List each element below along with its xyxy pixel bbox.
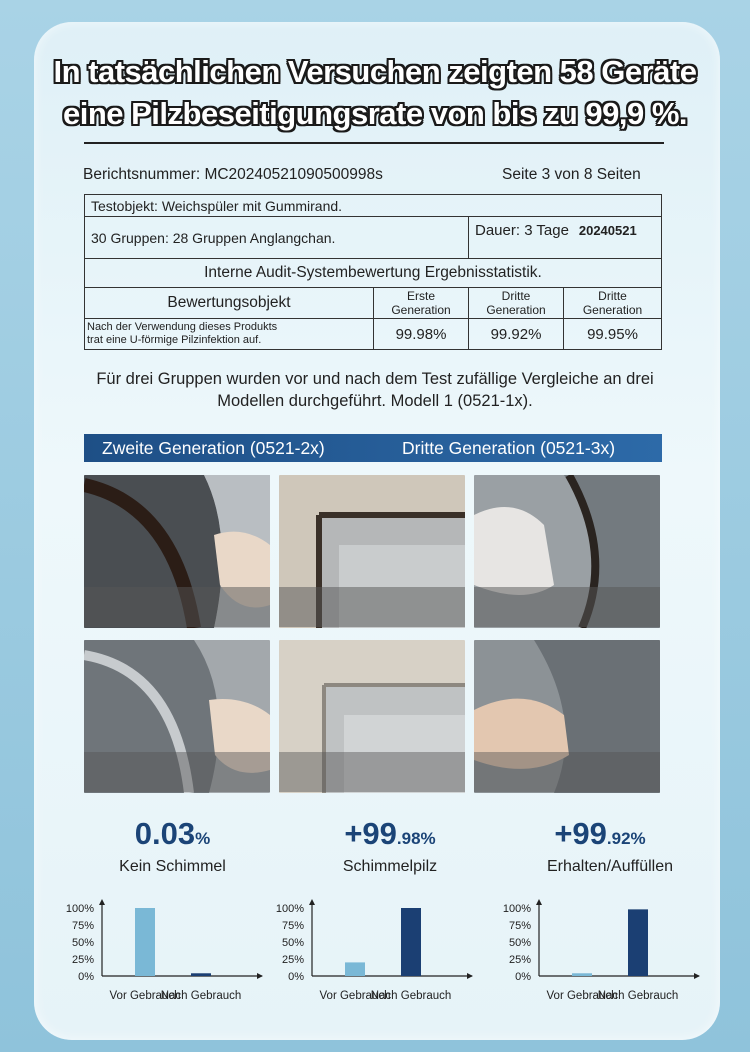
col-header-gen1-line2: Generation (391, 303, 451, 317)
stat-3-value (520, 816, 680, 852)
value-gen2: 99.92% (469, 319, 564, 350)
duration-label: Dauer: 3 Tage (475, 222, 569, 239)
x-category-label: Nach Gebrauch (597, 990, 679, 1002)
y-axis-arrow (99, 899, 105, 905)
y-tick-label: 25% (281, 954, 304, 966)
stat-1-value (100, 816, 245, 852)
chart-erhalten (499, 894, 709, 1006)
generation-right-label: Dritte Generation (0521-3x) (402, 438, 616, 458)
photo-after-drum-2 (474, 640, 660, 793)
report-number: Berichtsnummer: MC20240521090500998s (83, 166, 383, 183)
test-note-line1: Für drei Gruppen wurden vor und nach dem Test zufällige Vergleiche an drei (96, 370, 654, 388)
x-axis-arrow (467, 973, 473, 979)
col-header-object: Bewertungsobjekt (85, 288, 374, 319)
photo-before-drum-1 (474, 475, 660, 628)
photo-before-drawer-1 (279, 475, 465, 628)
headline-divider (84, 142, 664, 144)
y-axis-arrow (536, 899, 542, 905)
stat-1-suffix: % (195, 829, 211, 848)
groups-cell: 30 Gruppen: 28 Gruppen Anglangchan. (85, 217, 469, 259)
col-header-gen2 (469, 288, 564, 319)
stat-3-number: +99 (554, 816, 607, 851)
bar-after (191, 973, 211, 976)
y-tick-label: 100% (275, 903, 304, 915)
x-category-label: Vor Gebrauch (546, 990, 618, 1002)
stat-2-value (310, 816, 470, 852)
y-axis-arrow (309, 899, 315, 905)
row-description-line1: Nach der Verwendung dieses Produkts (87, 321, 278, 333)
stat-1-label: Kein Schimmel (119, 858, 226, 875)
chart-schimmelpilz (272, 894, 482, 1006)
audit-title-cell: Interne Audit-Systembewertung Ergebnisstatistik. (85, 259, 662, 288)
y-tick-label: 50% (281, 937, 304, 949)
col-header-gen3-line2: Generation (582, 303, 643, 317)
photo-after-drawer-2 (279, 640, 465, 793)
col-header-gen3 (564, 288, 662, 319)
y-tick-label: 25% (71, 954, 94, 966)
col-header-gen1 (374, 288, 469, 319)
col-header-gen1-line1: Erste (406, 289, 435, 303)
chart-kein-schimmel (62, 894, 272, 1006)
bar-before (345, 962, 365, 976)
y-tick-label: 75% (71, 920, 94, 932)
stat-3-suffix: .92% (606, 829, 646, 848)
value-gen3: 99.95% (564, 319, 662, 350)
bar-before (135, 908, 155, 976)
y-tick-label: 75% (508, 920, 531, 932)
test-object-cell: Testobjekt: Weichspüler mit Gummirand. (85, 195, 662, 217)
row-description-line2: trat eine U-förmige Pilzinfektion auf. (87, 334, 262, 346)
generation-banner (84, 434, 662, 462)
row-description (85, 319, 374, 350)
y-tick-label: 100% (65, 903, 94, 915)
duration-date: 20240521 (578, 223, 637, 238)
headline-line-2: eine Pilzbeseitigungsrate von bis zu 99,9 %. (62, 96, 688, 131)
y-tick-label: 100% (502, 903, 531, 915)
stat-3-label: Erhalten/Auffüllen (546, 858, 673, 875)
x-category-label: Vor Gebrauch (109, 990, 181, 1002)
headline-line-1: In tatsächlichen Versuchen zeigten 58 Geräte (53, 54, 697, 89)
x-category-label: Nach Gebrauch (370, 990, 452, 1002)
y-tick-label: 50% (508, 937, 531, 949)
x-axis-arrow (257, 973, 263, 979)
y-tick-label: 75% (281, 920, 304, 932)
bar-after (628, 909, 648, 976)
generation-left-label: Zweite Generation (0521-2x) (102, 438, 325, 458)
test-note-line2: Modellen durchgeführt. Modell 1 (0521-1x). (217, 392, 533, 410)
col-header-gen2-line2: Generation (486, 303, 546, 317)
stat-2-suffix: .98% (396, 829, 436, 848)
audit-table (84, 194, 662, 350)
stat-2-number: +99 (344, 816, 397, 851)
duration-cell (469, 217, 662, 259)
y-tick-label: 50% (71, 937, 94, 949)
y-tick-label: 0% (288, 971, 304, 983)
y-tick-label: 25% (508, 954, 531, 966)
page-indicator: Seite 3 von 8 Seiten (502, 166, 641, 183)
value-gen1: 99.98% (374, 319, 469, 350)
bar-before (572, 973, 592, 976)
photo-after-gasket-2 (84, 640, 270, 793)
x-axis-arrow (694, 973, 700, 979)
stat-2-label: Schimmelpilz (342, 858, 438, 875)
x-category-label: Vor Gebrauch (319, 990, 391, 1002)
bar-after (401, 908, 421, 976)
col-header-gen3-line1: Dritte (598, 289, 627, 303)
test-note (0, 368, 750, 412)
photo-before-gasket-1 (84, 475, 270, 628)
y-tick-label: 0% (515, 971, 531, 983)
stat-1-number: 0.03 (134, 816, 196, 851)
y-tick-label: 0% (78, 971, 94, 983)
col-header-gen2-line1: Dritte (501, 289, 531, 303)
x-category-label: Nach Gebrauch (160, 990, 242, 1002)
